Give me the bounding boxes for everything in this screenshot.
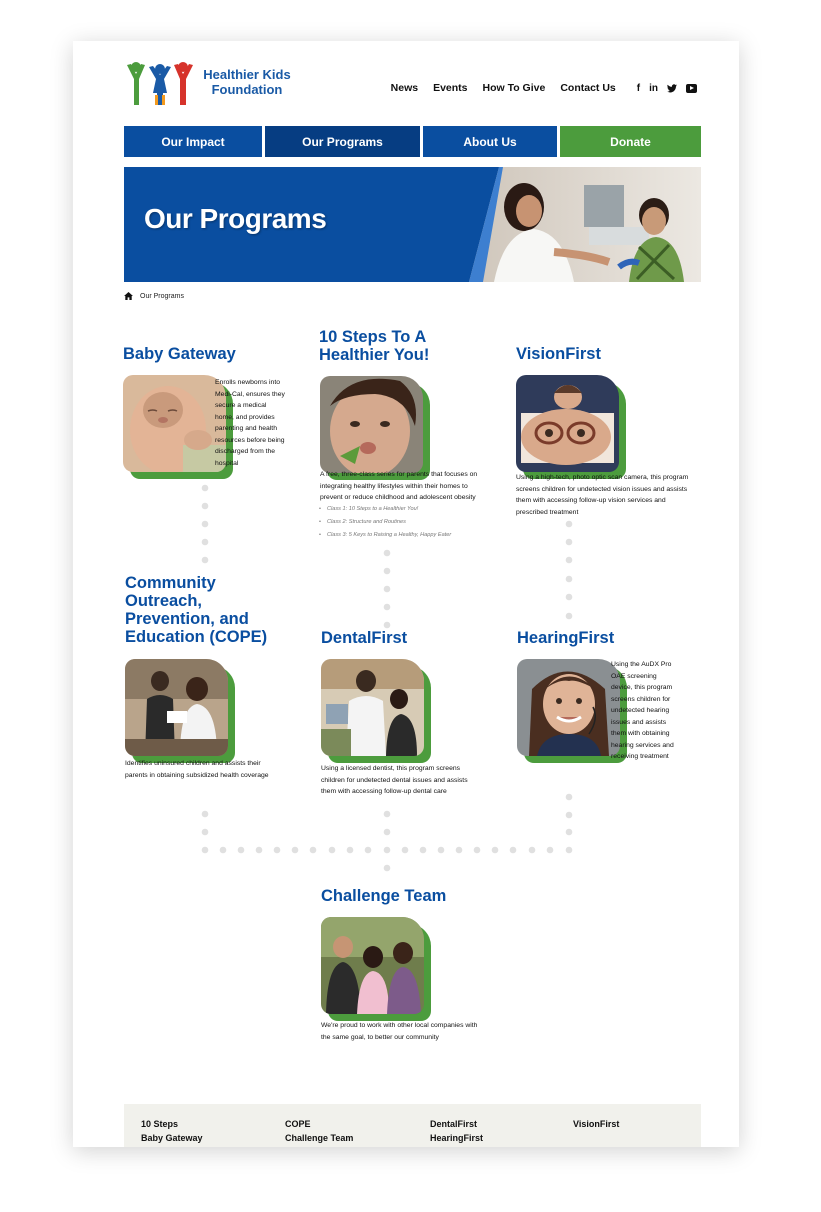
footer-col-2: [285, 1117, 353, 1145]
linkedin-icon[interactable]: in: [649, 82, 658, 94]
page-card: [73, 41, 739, 1147]
footer-link-10-steps[interactable]: 10 Steps: [141, 1119, 179, 1129]
program-title[interactable]: Baby Gateway: [123, 345, 236, 363]
logo-figures-icon: [125, 61, 195, 107]
program-image[interactable]: [516, 375, 626, 479]
program-description: Identifies uninsured children and assists their parents in obtaining subsidized health coverage: [125, 760, 269, 779]
footer-link-hearingfirst[interactable]: HearingFirst: [430, 1133, 484, 1143]
breadcrumb-current: Our Programs: [140, 292, 184, 300]
nav-events[interactable]: Events: [433, 82, 468, 94]
program-image[interactable]: [321, 917, 431, 1021]
donate-button[interactable]: Donate: [560, 126, 701, 157]
facebook-icon[interactable]: f: [636, 82, 641, 94]
class-item[interactable]: • Class 2: Structure and Routines: [319, 519, 489, 525]
program-image[interactable]: [125, 659, 235, 763]
class-item[interactable]: • Class 1: 10 Steps to a Healthier You!: [319, 506, 489, 512]
hero-banner: [124, 167, 701, 282]
tab-our-programs[interactable]: Our Programs: [265, 126, 420, 157]
youtube-icon[interactable]: [686, 84, 697, 93]
program-cope: [125, 574, 285, 794]
tab-our-impact[interactable]: Our Impact: [124, 126, 262, 157]
footer-link-cope[interactable]: COPE: [285, 1119, 311, 1129]
brand-name-line2: Foundation: [211, 82, 283, 97]
program-visionfirst: [516, 345, 696, 525]
program-title[interactable]: Challenge Team: [321, 887, 447, 905]
twitter-icon[interactable]: [667, 84, 677, 93]
program-title[interactable]: 10 Steps To A Healthier You!: [319, 328, 430, 364]
program-title[interactable]: VisionFirst: [516, 345, 601, 363]
home-icon[interactable]: [124, 292, 133, 300]
nav-contact-us[interactable]: Contact Us: [560, 82, 616, 94]
page-title: Our Programs: [144, 203, 327, 234]
top-nav: [376, 82, 697, 94]
footer-link-baby-gateway[interactable]: Baby Gateway: [141, 1133, 203, 1143]
footer-link-dentalfirst[interactable]: DentalFirst: [430, 1119, 478, 1129]
program-10-steps: [319, 328, 489, 543]
breadcrumb: [124, 292, 184, 300]
program-image[interactable]: [320, 376, 430, 480]
footer-col-3: [430, 1117, 483, 1145]
footer-link-visionfirst[interactable]: VisionFirst: [573, 1119, 620, 1129]
program-hearingfirst: [517, 629, 687, 779]
program-challenge-team: [321, 887, 491, 1047]
program-description: Using a licensed dentist, this program screens children for undetected dental issues and assists them with accessing follow-up dental care: [321, 765, 468, 795]
footer-links: [124, 1104, 701, 1147]
program-image[interactable]: [321, 659, 431, 763]
program-description: Using a high-tech, photo optic scan camera, this program screens children for undetected vision issues and assists them with accessing follow-up vision services and prescribed treatment: [516, 474, 689, 516]
main-nav: [124, 126, 701, 157]
program-title[interactable]: HearingFirst: [517, 629, 615, 647]
program-description: We're proud to work with other local companies with the same goal, to better our community: [321, 1022, 478, 1041]
footer-link-challenge-team[interactable]: Challenge Team: [285, 1133, 354, 1143]
class-list: [319, 506, 489, 545]
program-description: Enrolls newborns into Medi-Cal, ensures they secure a medical home, and provides parenting and health resources before being discharged from the hospital: [215, 379, 285, 467]
program-title[interactable]: DentalFirst: [321, 629, 408, 647]
footer-col-1: [141, 1117, 203, 1145]
tab-about-us[interactable]: About Us: [423, 126, 557, 157]
footer-col-4: [573, 1117, 619, 1131]
class-item[interactable]: • Class 3: 5 Keys to Raising a Healthy, Happy Eater: [319, 532, 489, 538]
program-description: Using the AuDX Pro OAE screening device, this program screens children for undetected hearing issues and assists them with obtaining hearing services and receiving treatment: [611, 661, 674, 760]
program-dentalfirst: [321, 629, 491, 804]
program-title[interactable]: Community Outreach, Prevention, and Education (COPE): [125, 574, 268, 646]
logo[interactable]: [125, 61, 295, 109]
nav-news[interactable]: News: [390, 82, 419, 94]
program-baby-gateway: [123, 345, 293, 485]
hero-photo: [469, 167, 701, 282]
brand-name-line1: Healthier Kids: [203, 67, 291, 82]
social-links: [628, 83, 697, 94]
nav-how-to-give[interactable]: How To Give: [482, 82, 546, 94]
program-description: A free, three-class series for parents that focuses on integrating healthy lifestyles within their homes to prevent or reduce childhood and adolescent obesity: [320, 471, 478, 501]
